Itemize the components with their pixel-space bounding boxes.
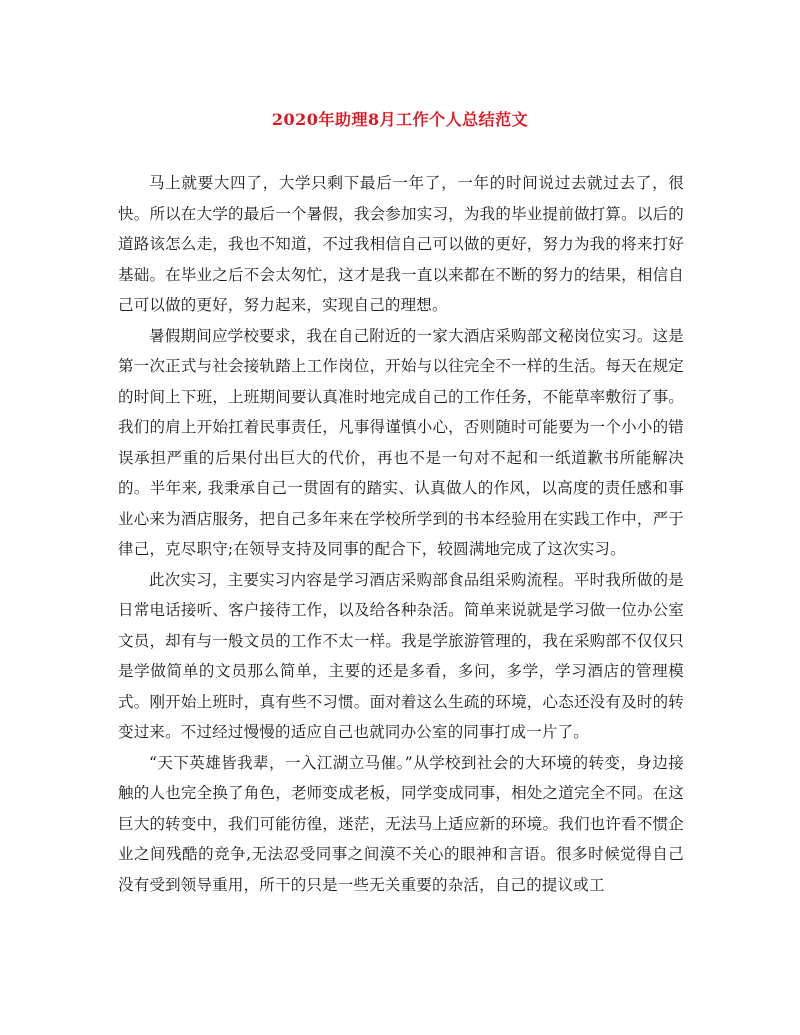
paragraph-2: 暑假期间应学校要求，我在自己附近的一家大酒店采购部文秘岗位实习。这是第一次正式与社会接轨踏上工作岗位，开始与以往完全不一样的生活。每天在规定的时间上下班，上班期间要认真准时地完成自己的工作任务，不能草率敷衍了事。我们的肩上开始扛着民事责任，凡事得谨慎小心，否则随时可能要为一个小小的错误承担严重的后果付出巨大的代价，再也不是一句对不起和一纸道歉书所能解决的。半年来, 我秉承自己一贯固有的踏实、认真做人的作风，以高度的责任感和事业心来为酒店服务，把自己多年来在学校所学到的书本经验用在实践工作中，严于律己，克尽职守;在领导支持及同事的配合下，较圆满地完成了这次实习。: [118, 326, 684, 558]
paragraph-3: 此次实习，主要实习内容是学习酒店采购部食品组采购流程。平时我所做的是日常电话接听、客户接待工作，以及给各种杂活。简单来说就是学习做一位办公室文员，却有与一般文员的工作不太一样。我是学旅游管理的，我在采购部不仅仅只是学做简单的文员那么简单，主要的还是多看，多问，多学，学习酒店的管理模式。刚开始上班时，真有些不习惯。面对着这么生疏的环境，心态还没有及时的转变过来。不过经过慢慢的适应自己也就同办公室的同事打成一片了。: [118, 570, 684, 741]
paragraph-1: 马上就要大四了，大学只剩下最后一年了，一年的时间说过去就过去了，很快。所以在大学的最后一个暑假，我会参加实习，为我的毕业提前做打算。以后的道路该怎么走，我也不知道，不过我相信自己可以做的更好，努力为我的将来打好基础。在毕业之后不会太匆忙，这才是我一直以来都在不断的努力的结果，相信自己可以做的更好，努力起来，实现自己的理想。: [118, 174, 684, 314]
paragraph-4: “天下英雄皆我辈，一入江湖立马催。”从学校到社会的大环境的转变，身边接触的人也完全换了角色，老师变成老板，同学变成同事，相处之道完全不同。在这巨大的转变中，我们可能彷徨，迷茫，无法马上适应新的环境。我们也许看不惯企业之间残酷的竞争,无法忍受同事之间漠不关心的眼神和言语。很多时候觉得自己没有受到领导重用，所干的只是一些无关重要的杂活，自己的提议或工: [118, 753, 684, 894]
document-title: 2020年助理8月工作个人总结范文: [271, 110, 529, 129]
document-body: [118, 168, 684, 900]
